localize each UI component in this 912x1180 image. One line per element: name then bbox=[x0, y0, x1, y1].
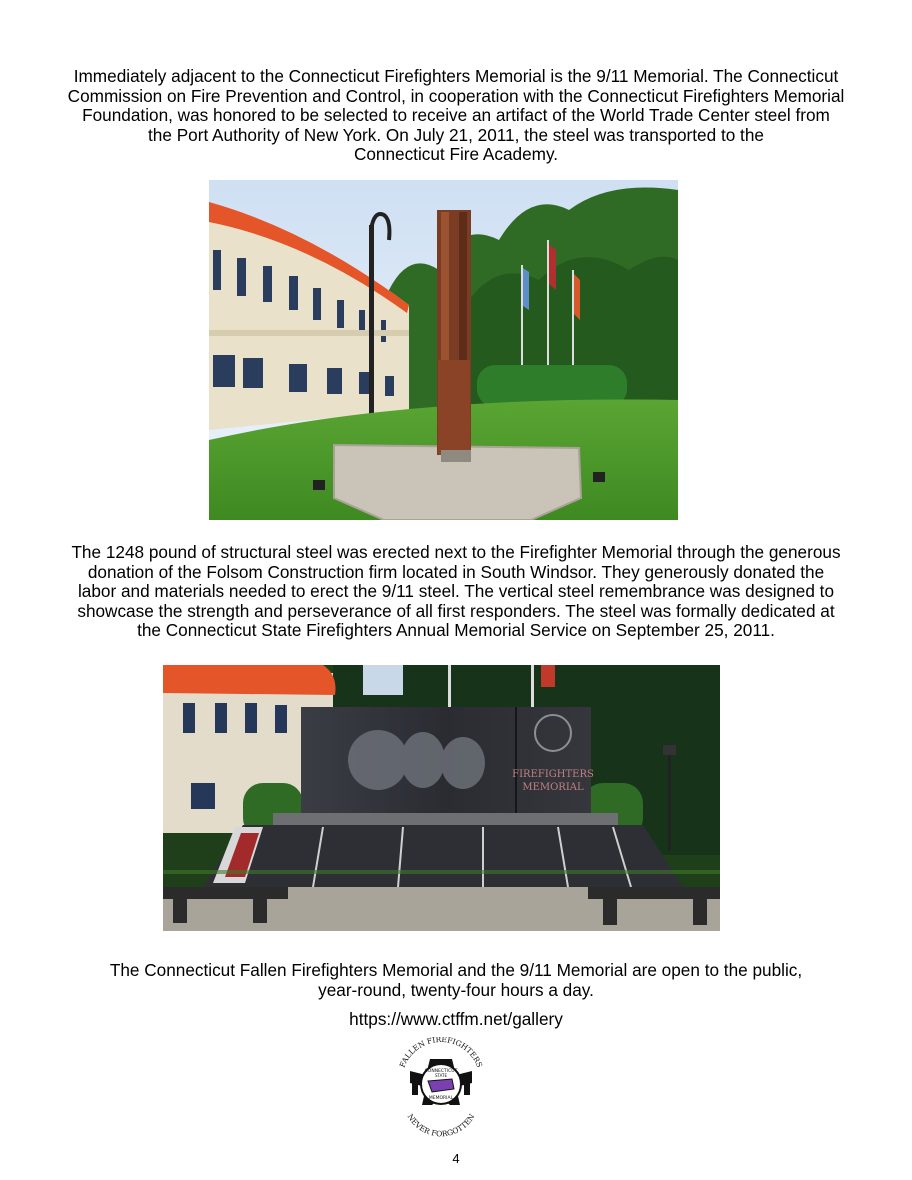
page-number: 4 bbox=[452, 1151, 460, 1166]
engraving-line1: FIREFIGHTERS bbox=[512, 769, 594, 780]
svg-text:NEVER FORGOTTEN bbox=[406, 1112, 477, 1139]
steel-paragraph: The 1248 pound of structural steel was erected next to the Firefighter Memorial through the generous donation of the Folsom Construction firm located in South Windsor. They generously donated the labor and materials needed to erect the 9/11 steel. The vertical steel remembrance was designed to showcase the strength and perseverance of all first responders. The steel was formally dedicated at the Connecticut State Firefighters Annual Memorial Service on September 25, 2011. bbox=[71, 542, 841, 640]
logo-top-arc: FALLEN FIREFIGHTERS bbox=[397, 1037, 485, 1069]
intro-paragraph: Immediately adjacent to the Connecticut Firefighters Memorial is the 9/11 Memorial. The Connecticut Commission on Fire Prevention and Control, in cooperation with the Connecticut Firefighters Memorial Foundation, was honored to be selected to receive an artifact of the World Trade Center steel from the Port Authority of New York. On July 21, 2011, the steel was transported to the Connecticut Fire Academy. bbox=[67, 66, 845, 164]
wtc-steel-photo bbox=[209, 180, 678, 520]
gallery-url[interactable]: https://www.ctffm.net/gallery bbox=[349, 1009, 563, 1029]
firefighters-memorial-photo bbox=[163, 665, 720, 931]
engraving-line2: MEMORIAL bbox=[522, 782, 584, 793]
logo-inner-top: CONNECTICUT bbox=[424, 1069, 458, 1074]
hours-paragraph: The Connecticut Fallen Firefighters Memorial and the 9/11 Memorial are open to the public, year-round, twenty-four hours a day. bbox=[109, 960, 803, 1000]
logo-inner-bottom: MEMORIAL bbox=[428, 1096, 454, 1101]
fallen-firefighters-logo bbox=[392, 1037, 490, 1141]
logo-bottom-arc: NEVER FORGOTTEN bbox=[405, 1112, 477, 1139]
logo-inner-mid: STATE bbox=[434, 1073, 448, 1078]
